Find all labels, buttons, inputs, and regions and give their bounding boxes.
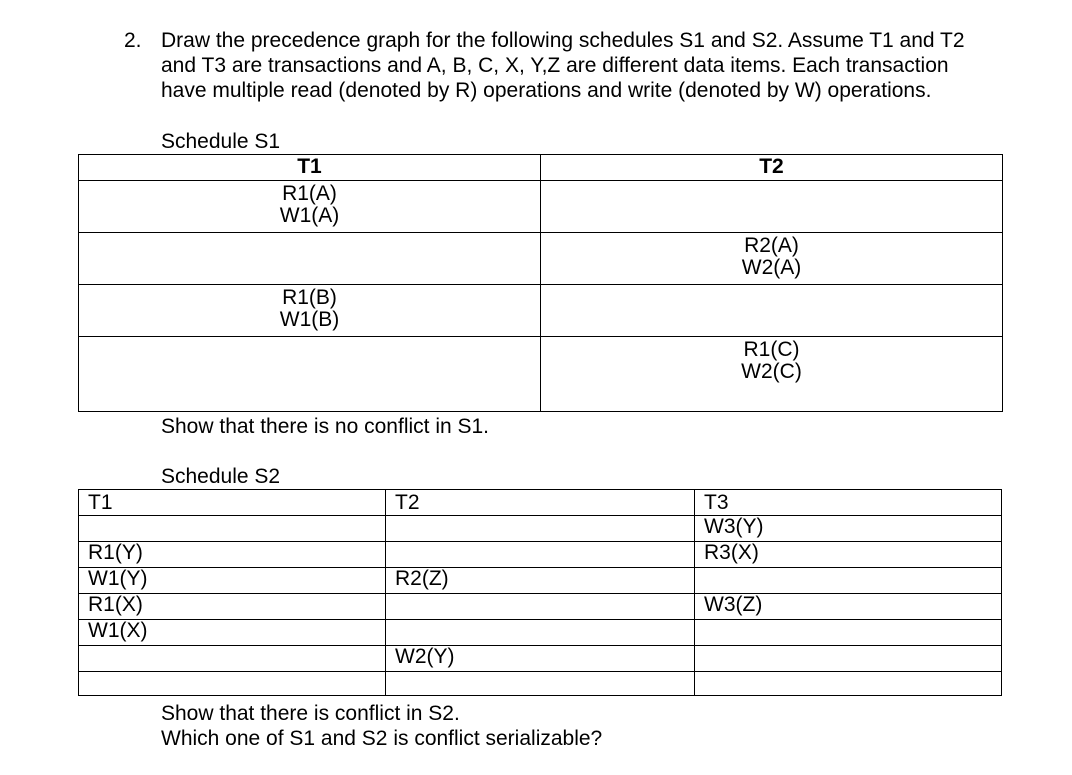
s2-cell <box>386 594 695 620</box>
s1-cell-t2 <box>541 181 1003 233</box>
s2-row <box>79 568 1002 594</box>
s1-header-t2: T2 <box>541 155 1003 181</box>
s2-row <box>79 620 1002 646</box>
s1-header-t1: T1 <box>79 155 541 181</box>
s2-cell <box>386 516 695 542</box>
s2-cell: R3(X) <box>695 542 1002 568</box>
s1-row <box>79 337 1003 412</box>
s1-row <box>79 233 1003 285</box>
s2-cell <box>79 646 386 672</box>
s2-cell <box>79 516 386 542</box>
s2-row <box>79 672 1002 696</box>
s2-cell <box>386 542 695 568</box>
s2-question: Which one of S1 and S2 is conflict serializable? <box>161 727 603 750</box>
schedule-s1-title: Schedule S1 <box>161 130 281 153</box>
s2-row <box>79 516 1002 542</box>
s2-cell <box>695 568 1002 594</box>
operation: W2(C) <box>741 360 802 383</box>
s1-cell-t1 <box>79 337 541 412</box>
schedule-s2-title: Schedule S2 <box>161 465 281 488</box>
schedule-s1-table <box>78 154 1003 412</box>
s1-cell-t1 <box>79 233 541 285</box>
operation: R1(C) <box>743 338 800 361</box>
s2-cell: W1(Y) <box>79 568 386 594</box>
s2-header-row <box>79 490 1002 516</box>
s2-cell: W1(X) <box>79 620 386 646</box>
operation: W2(A) <box>741 256 802 279</box>
s2-row <box>79 646 1002 672</box>
s1-cell-t1 <box>79 181 541 233</box>
question-line: have multiple read (denoted by R) operations and write (denoted by W) operations. <box>161 79 932 102</box>
s1-note: Show that there is no conflict in S1. <box>161 415 490 438</box>
operation: R1(B) <box>282 286 337 309</box>
s2-cell <box>695 672 1002 696</box>
s2-header-t3: T3 <box>695 490 1002 516</box>
s1-cell-t1 <box>79 285 541 337</box>
s2-cell: W3(Y) <box>695 516 1002 542</box>
s2-cell: R1(X) <box>79 594 386 620</box>
s2-row <box>79 594 1002 620</box>
s1-cell-t2 <box>541 285 1003 337</box>
s2-cell <box>386 620 695 646</box>
s2-cell: W2(Y) <box>386 646 695 672</box>
s2-note: Show that there is conflict in S2. <box>161 702 460 725</box>
s1-cell-t2 <box>541 233 1003 285</box>
question-text <box>161 28 1041 103</box>
s1-row <box>79 285 1003 337</box>
s1-row <box>79 181 1003 233</box>
s2-header-t2: T2 <box>386 490 695 516</box>
schedule-s2-table <box>78 489 1002 696</box>
s2-cell <box>695 646 1002 672</box>
s2-cell <box>386 672 695 696</box>
operation: W1(B) <box>279 308 340 331</box>
operation: R2(A) <box>744 234 799 257</box>
s2-cell: R1(Y) <box>79 542 386 568</box>
operation: R1(A) <box>282 182 337 205</box>
s1-cell-t2 <box>541 337 1003 412</box>
s2-cell <box>695 620 1002 646</box>
s2-cell <box>79 672 386 696</box>
s2-cell: R2(Z) <box>386 568 695 594</box>
s2-row <box>79 542 1002 568</box>
question-line: and T3 are transactions and A, B, C, X, Y,Z are different data items. Each transaction <box>161 54 949 77</box>
question-line: Draw the precedence graph for the following schedules S1 and S2. Assume T1 and T2 <box>161 29 965 52</box>
operation: W1(A) <box>279 204 340 227</box>
s2-cell: W3(Z) <box>695 594 1002 620</box>
question-number: 2. <box>124 29 142 52</box>
s2-header-t1: T1 <box>79 490 386 516</box>
